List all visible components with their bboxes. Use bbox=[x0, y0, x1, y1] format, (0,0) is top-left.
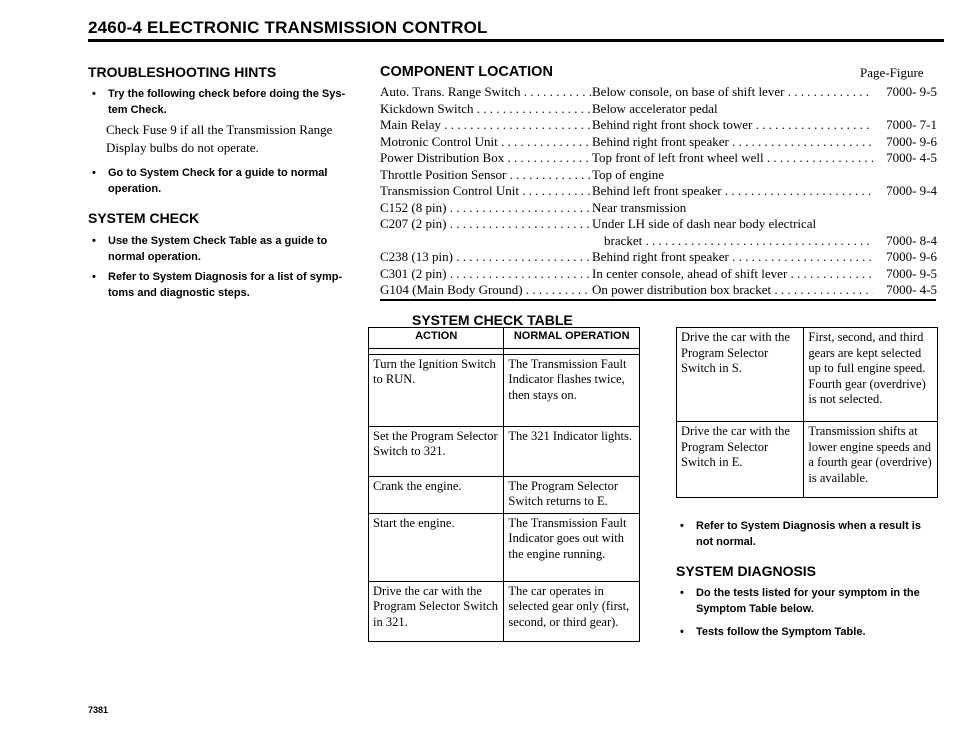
fuse-note-line-1: Check Fuse 9 if all the Transmission Range bbox=[106, 122, 333, 137]
component-page-figure: 7000- 4-5 bbox=[873, 282, 937, 298]
normal-operation-cell: The Transmission Fault Indicator flashes twice, then stays on. bbox=[504, 354, 640, 426]
component-name: Motronic Control Unit . . . bbox=[380, 134, 592, 150]
component-page-figure: 7000- 9-5 bbox=[873, 84, 937, 100]
component-location: Under LH side of dash near body electrical bbox=[592, 216, 817, 231]
normal-operation-cell: First, second, and third gears are kept selected up to full engine speed. Fourth gear (overdrive) is not selected. bbox=[804, 328, 938, 422]
component-row bbox=[380, 167, 936, 185]
troubleshooting-bullet-1 bbox=[88, 86, 368, 118]
component-row bbox=[380, 200, 936, 218]
system-diagnosis-heading: SYSTEM DIAGNOSIS bbox=[676, 563, 817, 579]
component-row bbox=[380, 134, 936, 152]
normal-operation-cell: The 321 Indicator lights. bbox=[504, 426, 640, 476]
system-diagnosis-bullet-1 bbox=[676, 585, 941, 617]
system-check-bullet-2 bbox=[88, 269, 368, 301]
table-row bbox=[369, 426, 640, 476]
component-row bbox=[380, 84, 936, 102]
component-name: G104 (Main Body Ground) . . . bbox=[380, 282, 592, 298]
component-page-figure: 7000- 9-4 bbox=[873, 183, 937, 199]
action-cell: Drive the car with the Program Selector Switch in E. bbox=[677, 422, 804, 498]
component-location-rule bbox=[380, 299, 936, 301]
component-name: Kickdown Switch . . . bbox=[380, 101, 592, 117]
component-page-figure: 7000- 9-6 bbox=[873, 134, 937, 150]
component-page-figure: 7000- 7-1 bbox=[873, 117, 937, 133]
system-check-table-right bbox=[676, 327, 938, 498]
check-table-title: SYSTEM CHECK TABLE bbox=[412, 312, 573, 328]
system-diagnosis-bullet-1-line-2: Symptom Table below. bbox=[696, 603, 814, 615]
troubleshooting-heading: TROUBLESHOOTING HINTS bbox=[88, 64, 277, 80]
system-check-table-left bbox=[368, 327, 640, 642]
component-location-heading: COMPONENT LOCATION bbox=[380, 64, 553, 80]
system-diagnosis-bullet-2: • Tests follow the Symptom Table. bbox=[676, 624, 941, 640]
component-row bbox=[380, 282, 936, 300]
normal-operation-cell: The Program Selector Switch returns to E. bbox=[504, 476, 640, 513]
action-cell: Turn the Ignition Switch to RUN. bbox=[369, 354, 504, 426]
component-location: Behind left front speaker . . . bbox=[592, 183, 882, 199]
action-cell: Drive the car with the Program Selector Switch in 321. bbox=[369, 581, 504, 641]
component-page-figure: 7000- 4-5 bbox=[873, 150, 937, 166]
component-location: bracket . . . bbox=[604, 233, 894, 249]
component-location: Below accelerator pedal bbox=[592, 100, 718, 116]
component-name: Power Distribution Box . . . bbox=[380, 150, 592, 166]
troubleshooting-bullet-2-line-2: operation. bbox=[108, 183, 162, 195]
component-location: Behind right front shock tower . . . bbox=[592, 117, 882, 133]
component-row bbox=[380, 249, 936, 267]
component-row bbox=[380, 101, 936, 119]
component-name: Throttle Position Sensor . . . bbox=[380, 167, 592, 183]
table-row bbox=[369, 581, 640, 641]
table-row bbox=[677, 328, 938, 422]
troubleshooting-bullet-1-line-1: • Try the following check before doing the Sys- bbox=[108, 88, 346, 100]
component-row bbox=[380, 233, 936, 251]
troubleshooting-bullet-2-line-1: • Go to System Check for a guide to normal bbox=[108, 167, 328, 179]
fuse-note bbox=[106, 121, 332, 157]
action-cell: Set the Program Selector Switch to 321. bbox=[369, 426, 504, 476]
refer-note bbox=[676, 518, 941, 550]
page-figure-label: Page-Figure bbox=[860, 65, 924, 80]
component-name: Transmission Control Unit . . . bbox=[380, 183, 592, 199]
component-location: Top front of left front wheel well . . . bbox=[592, 150, 882, 166]
component-location: On power distribution box bracket . . . bbox=[592, 282, 882, 298]
component-location: In center console, ahead of shift lever . . . bbox=[592, 266, 882, 282]
action-cell: Start the engine. bbox=[369, 513, 504, 581]
column-header-normal-operation: NORMAL OPERATION bbox=[504, 328, 640, 349]
refer-note-line-2: not normal. bbox=[696, 536, 756, 548]
component-page-figure: 7000- 9-5 bbox=[873, 266, 937, 282]
component-name: Main Relay . . . bbox=[380, 117, 592, 133]
header-rule bbox=[88, 39, 944, 42]
column-header-action: ACTION bbox=[369, 328, 504, 349]
component-location: Behind right front speaker . . . bbox=[592, 249, 882, 265]
component-location: Near transmission bbox=[592, 199, 687, 215]
component-name: Auto. Trans. Range Switch . . . bbox=[380, 84, 592, 100]
component-name: C207 (2 pin) . . . bbox=[380, 216, 592, 232]
system-check-heading: SYSTEM CHECK bbox=[88, 210, 200, 226]
component-row bbox=[380, 150, 936, 168]
footer-page-code: 7381 bbox=[88, 705, 109, 715]
component-page-figure: 7000- 9-6 bbox=[873, 249, 937, 265]
system-check-bullet-2-line-1: • Refer to System Diagnosis for a list of symp- bbox=[108, 271, 343, 283]
component-name: C238 (13 pin) . . . bbox=[380, 249, 592, 265]
component-location: Top of engine bbox=[592, 166, 665, 182]
component-location: Behind right front speaker . . . bbox=[592, 134, 882, 150]
action-cell: Crank the engine. bbox=[369, 476, 504, 513]
system-check-bullet-2-line-2: toms and diagnostic steps. bbox=[108, 287, 250, 299]
fuse-note-line-2: Display bulbs do not operate. bbox=[106, 140, 259, 155]
normal-operation-cell: Transmission shifts at lower engine speeds and a fourth gear (overdrive) is available. bbox=[804, 422, 938, 498]
component-location: Below console, on base of shift lever . . . bbox=[592, 84, 882, 100]
table-row bbox=[677, 422, 938, 498]
table-row bbox=[369, 354, 640, 426]
troubleshooting-bullet-2 bbox=[88, 165, 368, 197]
component-row bbox=[380, 216, 936, 234]
refer-note-line-1: • Refer to System Diagnosis when a result is bbox=[696, 520, 921, 532]
action-cell: Drive the car with the Program Selector Switch in S. bbox=[677, 328, 804, 422]
component-row bbox=[380, 183, 936, 201]
component-row bbox=[380, 117, 936, 135]
component-row bbox=[380, 266, 936, 284]
component-name: C152 (8 pin) . . . bbox=[380, 200, 592, 216]
system-diagnosis-bullet-1-line-1: • Do the tests listed for your symptom in the bbox=[696, 587, 920, 599]
normal-operation-cell: The Transmission Fault Indicator goes out with the engine running. bbox=[504, 513, 640, 581]
system-check-bullet-1-line-1: • Use the System Check Table as a guide to bbox=[108, 235, 328, 247]
table-row bbox=[369, 513, 640, 581]
table-row bbox=[369, 476, 640, 513]
normal-operation-cell: The car operates in selected gear only (first, second, or third gear). bbox=[504, 581, 640, 641]
component-page-figure: 7000- 8-4 bbox=[873, 233, 937, 249]
system-check-bullet-1-line-2: normal operation. bbox=[108, 251, 201, 263]
component-name: C301 (2 pin) . . . bbox=[380, 266, 592, 282]
page-header-title: 2460-4 ELECTRONIC TRANSMISSION CONTROL bbox=[88, 18, 488, 37]
system-check-bullet-1 bbox=[88, 233, 368, 265]
troubleshooting-bullet-1-line-2: tem Check. bbox=[108, 104, 167, 116]
